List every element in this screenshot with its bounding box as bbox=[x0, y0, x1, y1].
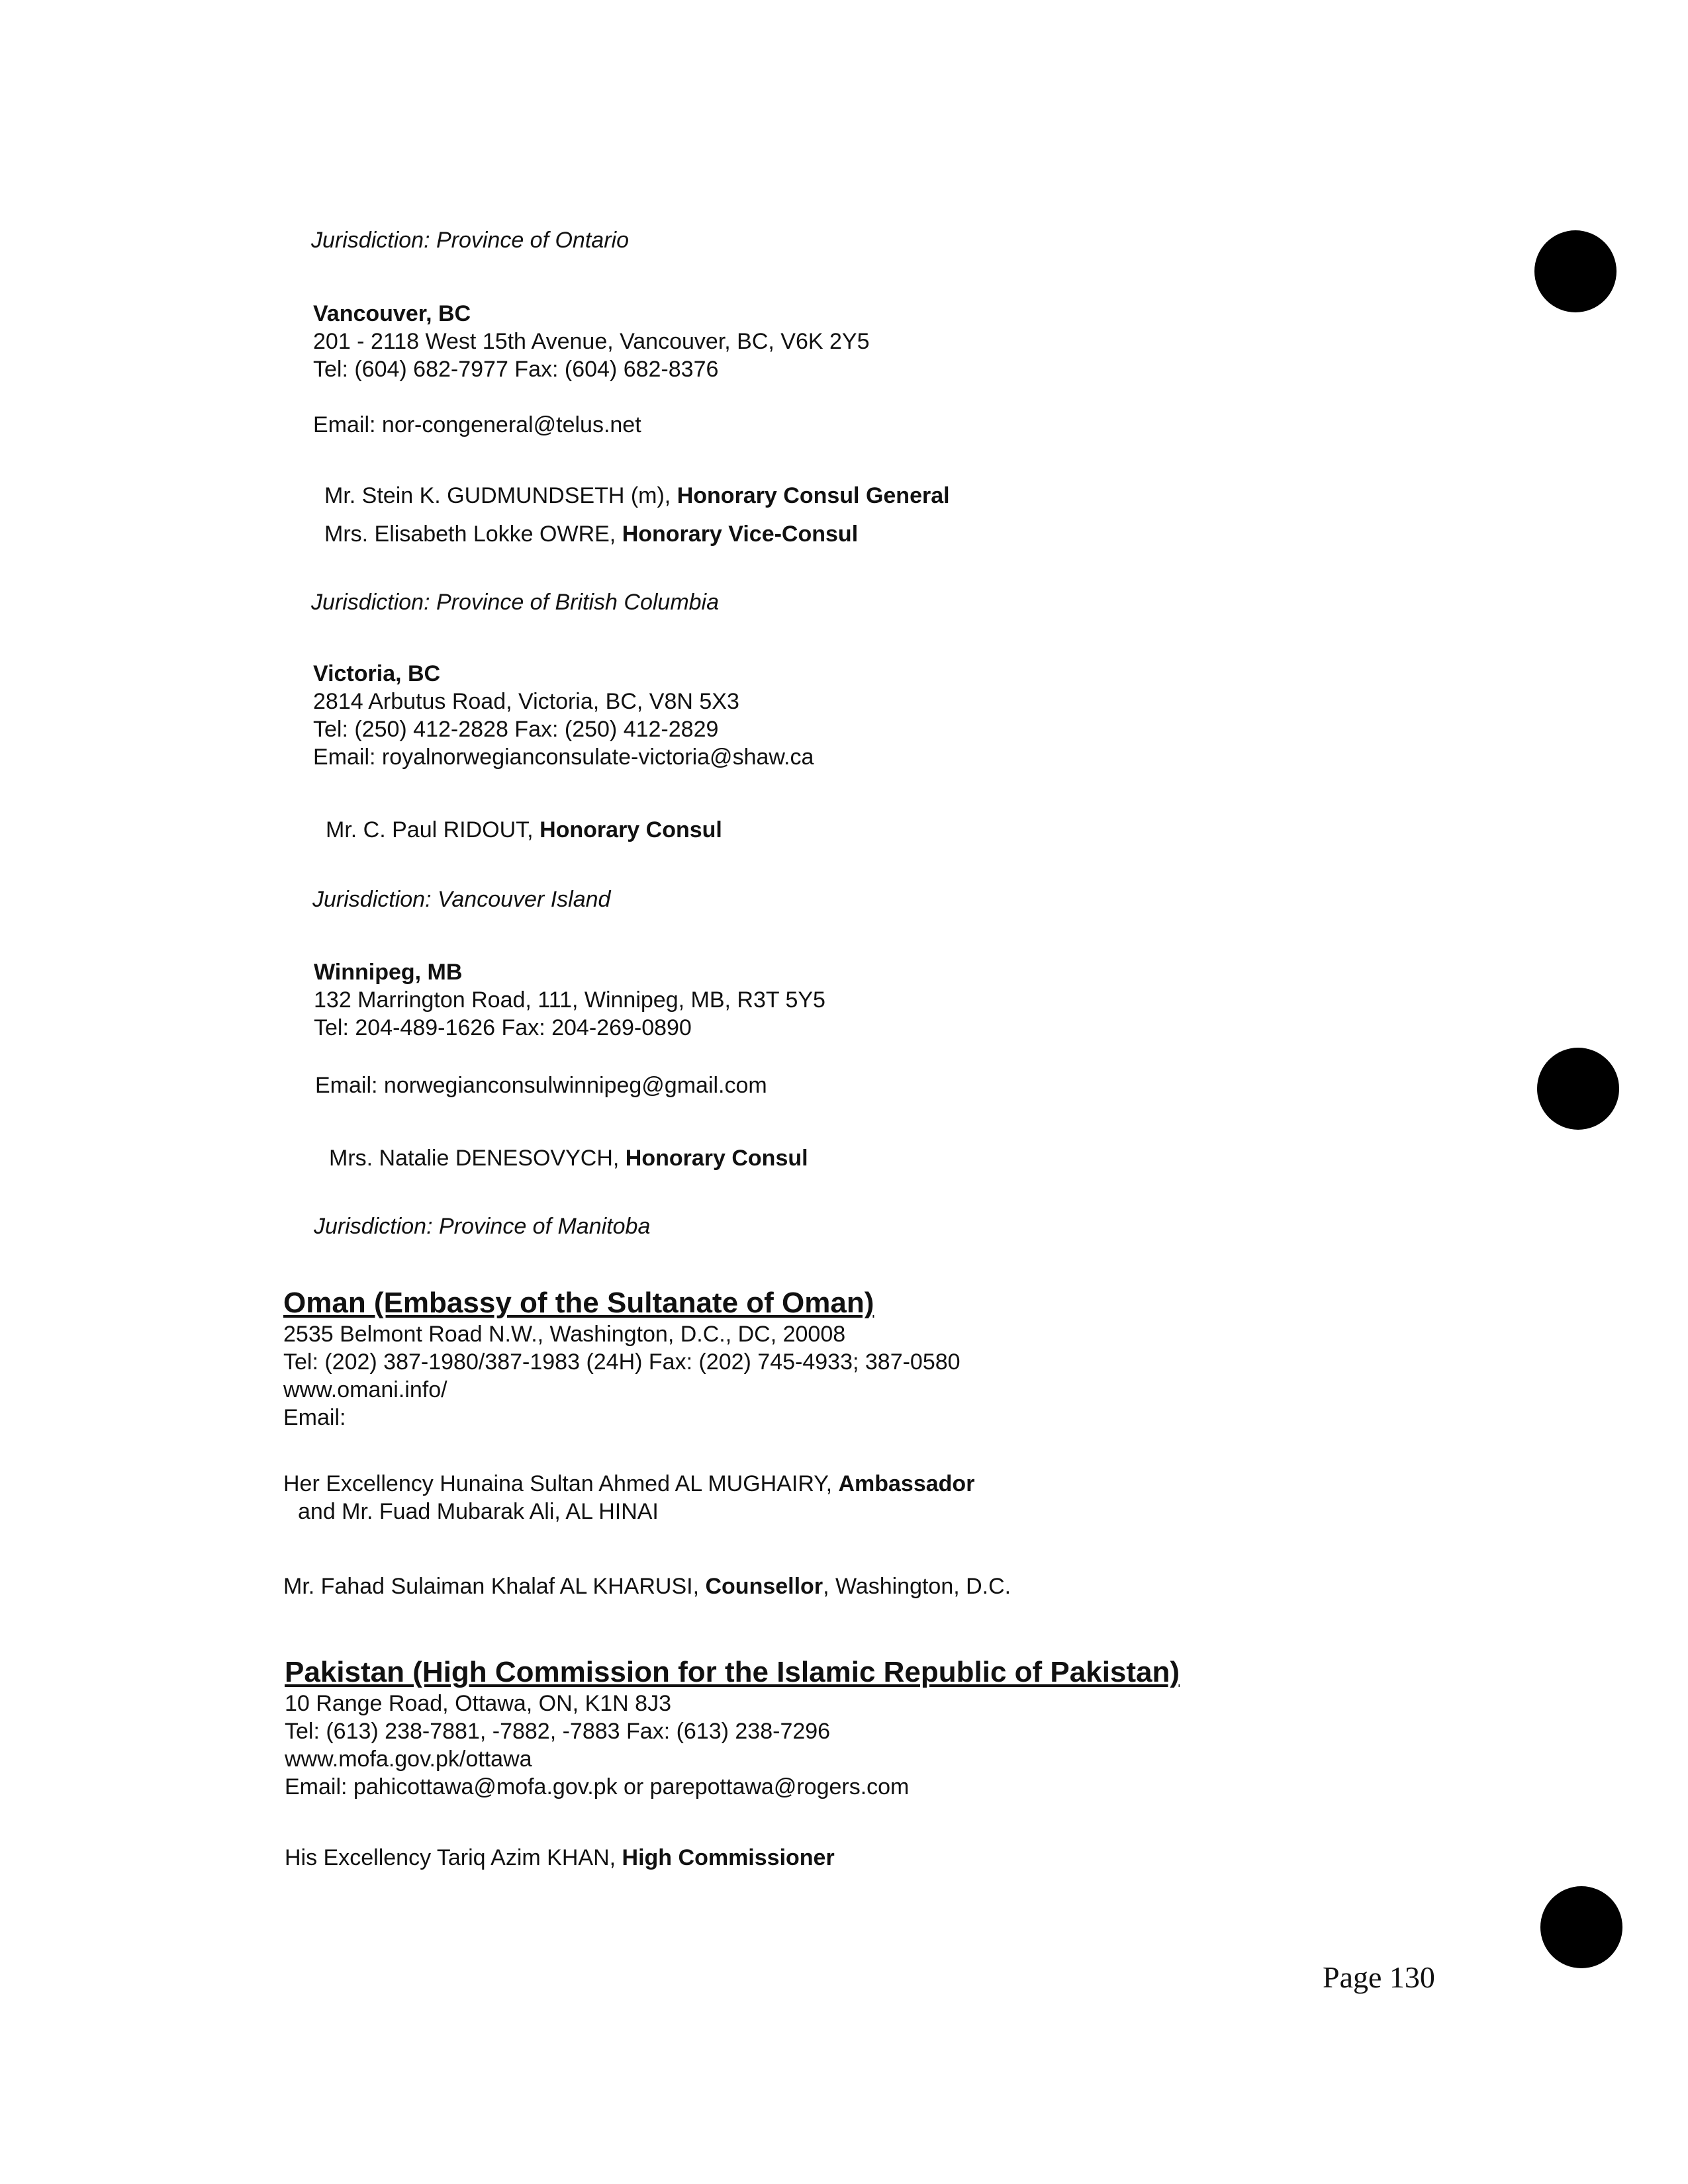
tel-fax: Tel: 204-489-1626 Fax: 204-269-0890 bbox=[314, 1015, 692, 1040]
person-name: Her Excellency Hunaina Sultan Ahmed AL MUGHAIRY, bbox=[283, 1471, 839, 1496]
person-al-kharusi bbox=[283, 1572, 1011, 1600]
city-heading: Vancouver, BC bbox=[313, 301, 471, 326]
tel-fax: Tel: (250) 412-2828 Fax: (250) 412-2829 bbox=[313, 717, 719, 742]
person-khan bbox=[285, 1844, 835, 1872]
address: 2535 Belmont Road N.W., Washington, D.C., DC, 20008 bbox=[283, 1322, 846, 1347]
person-location: , Washington, D.C. bbox=[823, 1574, 1011, 1599]
binder-hole-top bbox=[1534, 230, 1617, 312]
person-name: Mrs. Elisabeth Lokke OWRE, bbox=[324, 522, 622, 547]
person-title: Counsellor bbox=[705, 1574, 823, 1599]
consulate-winnipeg bbox=[314, 958, 825, 1042]
person-title: High Commissioner bbox=[622, 1845, 835, 1870]
jurisdiction-manitoba: Jurisdiction: Province of Manitoba bbox=[314, 1214, 651, 1239]
person-name: Mrs. Natalie DENESOVYCH, bbox=[329, 1146, 626, 1171]
address: 10 Range Road, Ottawa, ON, K1N 8J3 bbox=[285, 1691, 671, 1716]
jurisdiction-vancouver-island: Jurisdiction: Vancouver Island bbox=[312, 887, 611, 912]
email: Email: bbox=[283, 1405, 346, 1430]
person-denesovych bbox=[329, 1144, 808, 1172]
person-name: Mr. Fahad Sulaiman Khalaf AL KHARUSI, bbox=[283, 1574, 706, 1599]
person-title: Honorary Consul bbox=[625, 1146, 808, 1171]
person-title: Ambassador bbox=[838, 1471, 975, 1496]
city-heading: Winnipeg, MB bbox=[314, 960, 463, 985]
consulate-vancouver bbox=[313, 300, 870, 383]
jurisdiction-bc: Jurisdiction: Province of British Columbia bbox=[311, 590, 720, 615]
page-number: Page 130 bbox=[1323, 1960, 1435, 1994]
country-heading-oman: Oman (Embassy of the Sultanate of Oman) bbox=[283, 1287, 874, 1319]
person-name: Mr. Stein K. GUDMUNDSETH (m), bbox=[324, 483, 677, 508]
tel-fax: Tel: (613) 238-7881, -7882, -7883 Fax: (613) 238-7296 bbox=[285, 1719, 831, 1744]
tel-fax: Tel: (202) 387-1980/387-1983 (24H) Fax: (202) 745-4933; 387-0580 bbox=[283, 1349, 961, 1375]
binder-hole-bottom bbox=[1540, 1886, 1622, 1968]
website: www.mofa.gov.pk/ottawa bbox=[285, 1747, 532, 1772]
email-winnipeg: Email: norwegianconsulwinnipeg@gmail.com bbox=[315, 1073, 767, 1098]
person-ridout bbox=[326, 816, 722, 844]
consulate-victoria bbox=[313, 660, 814, 771]
person-gudmundseth bbox=[324, 482, 950, 510]
website: www.omani.info/ bbox=[283, 1377, 447, 1402]
person-title: Honorary Vice-Consul bbox=[622, 522, 859, 547]
email-vancouver: Email: nor-congeneral@telus.net bbox=[313, 412, 641, 437]
address: 2814 Arbutus Road, Victoria, BC, V8N 5X3 bbox=[313, 689, 739, 714]
person-owre bbox=[324, 520, 858, 548]
binder-hole-middle bbox=[1537, 1048, 1619, 1130]
person-title: Honorary Consul bbox=[539, 817, 722, 842]
embassy-oman bbox=[283, 1320, 961, 1432]
country-heading-pakistan: Pakistan (High Commission for the Islamic Republic of Pakistan) bbox=[285, 1656, 1180, 1688]
address: 132 Marrington Road, 111, Winnipeg, MB, R3T 5Y5 bbox=[314, 987, 825, 1013]
person-title: Honorary Consul General bbox=[677, 483, 950, 508]
person-spouse-al-hinai: and Mr. Fuad Mubarak Ali, AL HINAI bbox=[298, 1499, 659, 1524]
person-al-mughairy bbox=[283, 1470, 974, 1498]
email: Email: pahicottawa@mofa.gov.pk or parepottawa@rogers.com bbox=[285, 1774, 910, 1799]
email: Email: royalnorwegianconsulate-victoria@shaw.ca bbox=[313, 745, 814, 770]
tel-fax: Tel: (604) 682-7977 Fax: (604) 682-8376 bbox=[313, 357, 719, 382]
address: 201 - 2118 West 15th Avenue, Vancouver, BC, V6K 2Y5 bbox=[313, 329, 870, 354]
person-name: Mr. C. Paul RIDOUT, bbox=[326, 817, 540, 842]
person-name: His Excellency Tariq Azim KHAN, bbox=[285, 1845, 622, 1870]
city-heading: Victoria, BC bbox=[313, 661, 441, 686]
jurisdiction-ontario: Jurisdiction: Province of Ontario bbox=[311, 228, 629, 253]
high-commission-pakistan bbox=[285, 1690, 909, 1801]
